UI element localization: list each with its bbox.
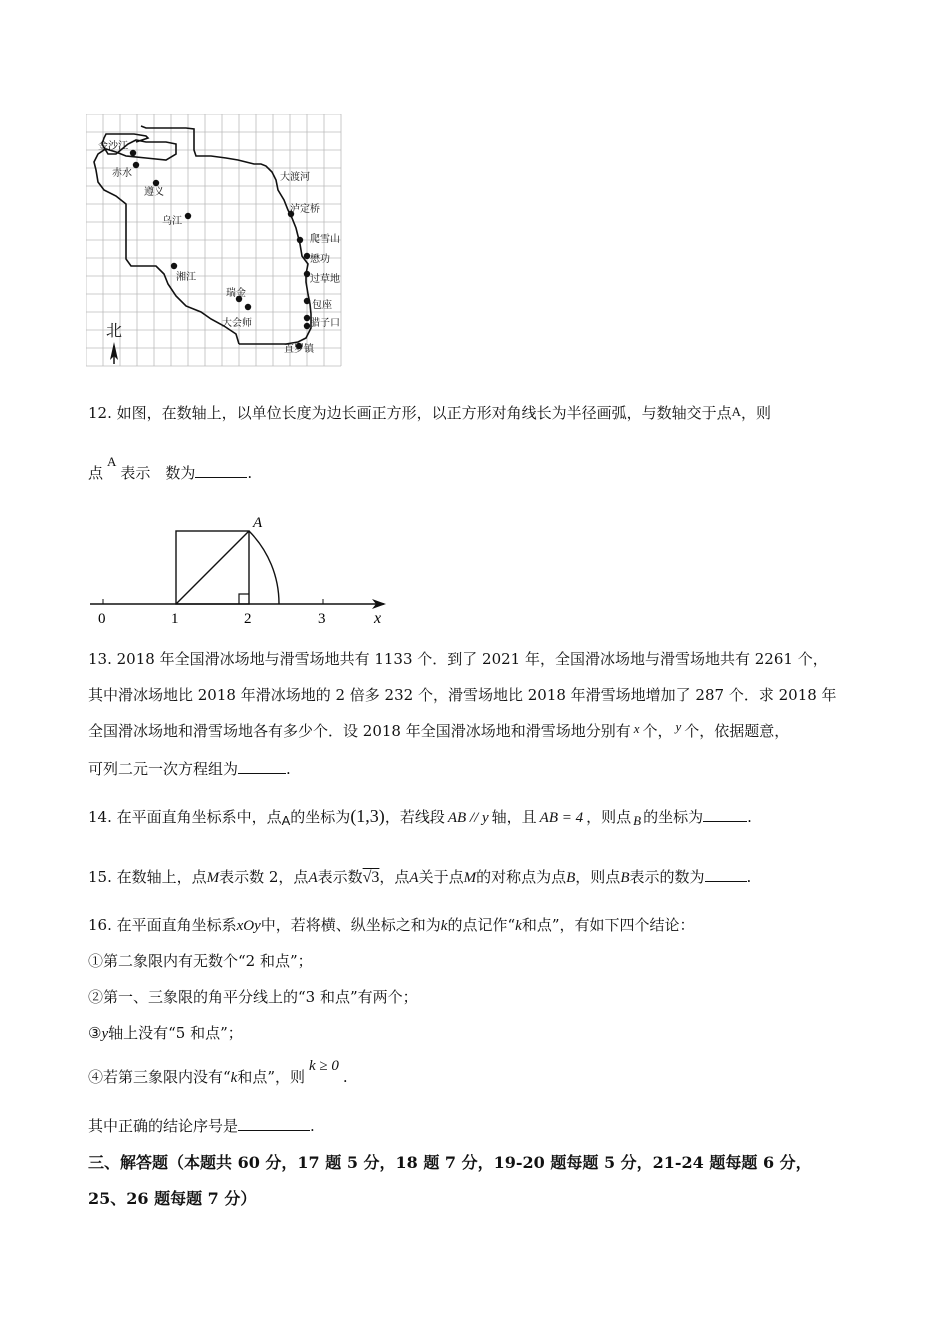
q16-k: k <box>515 918 522 934</box>
place-label: 遵义 <box>144 187 164 198</box>
q12-answer-blank[interactable] <box>195 463 247 478</box>
q16-text: 其中正确的结论序号是 <box>88 1117 239 1135</box>
q16-statement-1: ①第二象限内有无数个“2 和点”； <box>88 952 313 970</box>
march-route-east <box>141 126 311 344</box>
q12-point-a-sup: A <box>107 454 117 469</box>
q12-line1 <box>88 402 771 423</box>
q12-line2 <box>88 454 253 483</box>
place-label: 包座 <box>312 300 332 311</box>
long-march-map <box>86 114 342 368</box>
q14-point-b: B <box>633 813 642 828</box>
q16-y: y <box>101 1026 109 1042</box>
q12-text: 12. 如图，在数轴上，以单位长度为边长画正方形，以正方形对角线长为半径画弧，与数轴交于点 <box>88 404 732 422</box>
q13-var-x: x <box>633 721 640 736</box>
place-label: 腊子口 <box>310 318 340 329</box>
q16-text-end: . <box>310 1117 315 1135</box>
q16-text-end: . <box>342 1068 348 1086</box>
tick-label: 2 <box>244 611 252 627</box>
axis-label: x <box>374 610 382 627</box>
q13-text: 个，依据题意， <box>684 722 790 740</box>
march-route <box>94 134 239 344</box>
place-label: 湘江 <box>176 272 196 283</box>
q15-point-a: A <box>308 870 318 886</box>
q15-line <box>88 866 751 887</box>
q15-text: 的对称点为点 <box>476 868 567 886</box>
tick-label: 3 <box>318 611 326 627</box>
q16-statement-4 <box>88 1058 348 1087</box>
q16-system: xOy <box>236 918 261 934</box>
q13-text: 可列二元一次方程组为 <box>88 760 239 778</box>
q15-point-b: B <box>620 870 630 886</box>
q14-text: 轴，且 <box>491 808 537 826</box>
place-label: 大渡河 <box>280 172 310 183</box>
q15-text: 15. 在数轴上，点 <box>88 868 207 886</box>
q14-text: ，则点 <box>586 808 632 826</box>
q14-segment: AB // y <box>447 810 489 826</box>
q15-text: ，点 <box>379 868 410 886</box>
north-arrow-icon <box>110 342 118 364</box>
q16-statement-3 <box>88 1022 243 1043</box>
place-label: 过草地 <box>310 274 340 285</box>
q13-text: 全国滑冰场地和滑雪场地各有多少个．设 2018 年全国滑冰场地和滑雪场地分别有 <box>88 722 631 740</box>
place-label: 直罗镇 <box>284 344 314 355</box>
place-label: 大会师 <box>222 318 252 329</box>
q15-text: 表示数 <box>317 868 363 886</box>
q13-var-y: y <box>675 719 682 734</box>
q16-text: 16. 在平面直角坐标系 <box>88 916 237 934</box>
map-svg <box>86 114 342 368</box>
q14-text: 14. 在平面直角坐标系中，点 <box>88 808 282 826</box>
place-label: 瑞金 <box>226 288 246 299</box>
q16-statement-2: ②第一、三象限的角平分线上的“3 和点”有两个； <box>88 988 418 1006</box>
q14-coord: (1,3) <box>350 806 385 826</box>
q15-sqrt3: √3 <box>362 869 380 886</box>
q15-point-m: M <box>206 870 220 886</box>
q13-text-end: . <box>286 760 291 778</box>
place-label: 爬雪山 <box>310 234 340 245</box>
q16-text: 和点”，有如下四个结论： <box>521 916 695 934</box>
q14-text-end: . <box>747 808 752 826</box>
q14-length: AB = 4 <box>539 810 584 826</box>
q16-text: 的点记作“ <box>447 916 516 934</box>
q13-answer-blank[interactable] <box>238 759 286 774</box>
q14-text: ，若线段 <box>384 808 445 826</box>
q13-text: 个， <box>642 722 673 740</box>
q15-point-a: A <box>409 870 419 886</box>
q16-k: k <box>230 1070 238 1086</box>
q15-text: 关于点 <box>418 868 464 886</box>
q16-question <box>88 1115 315 1136</box>
q15-text-end: . <box>746 868 752 886</box>
q12-text: 表示 数为 <box>120 464 196 482</box>
q14-answer-blank[interactable] <box>703 807 747 822</box>
q14-line <box>88 806 752 827</box>
right-angle-mark <box>239 594 249 604</box>
q16-text: ③ <box>88 1024 102 1042</box>
q14-text: 的坐标为 <box>643 808 704 826</box>
tick-label: 0 <box>98 611 106 627</box>
tick-label: 1 <box>171 611 179 627</box>
q16-text: 和点”，则 <box>237 1068 306 1086</box>
q12-text: 点 <box>88 464 104 482</box>
section3-heading-line2: 25、26 题每题 7 分） <box>88 1189 257 1208</box>
place-label: 泸定桥 <box>290 204 320 215</box>
q15-text: ，则点 <box>575 868 621 886</box>
q16-answer-blank[interactable] <box>238 1116 310 1131</box>
radius-arc <box>249 531 279 604</box>
q12-text-end: ，则 <box>741 404 772 422</box>
q14-text: 的坐标为 <box>290 808 351 826</box>
section3-heading-line1: 三、解答题（本题共 60 分，17 题 5 分，18 题 7 分，19-20 题每题 5 分，21-24 题每题 6 分， <box>88 1153 812 1172</box>
q15-point-b: B <box>566 870 576 886</box>
q12-point-a: A <box>731 404 742 419</box>
place-label: 乌江 <box>162 216 182 227</box>
q15-answer-blank[interactable] <box>705 867 747 882</box>
q15-text: 表示的数为 <box>629 868 705 886</box>
q16-condition: k ≥ 0 <box>309 1058 339 1074</box>
q12-figure <box>84 510 394 630</box>
north-label: 北 <box>106 321 123 340</box>
q16-k: k <box>440 918 448 934</box>
q12-text-end: . <box>247 464 253 482</box>
q16-stem <box>88 914 694 935</box>
place-label: 赤水 <box>112 168 132 179</box>
number-line-svg <box>84 510 394 630</box>
q13-line2: 其中滑冰场地比 2018 年滑冰场地的 2 倍多 232 个，滑雪场地比 2018 年滑雪场地增加了 287 个．求 2018 年 <box>88 686 837 704</box>
q16-text: ④若第三象限内没有“ <box>88 1068 231 1086</box>
q13-line3 <box>88 720 789 741</box>
square-diagonal <box>176 531 249 604</box>
q14-point-a: A <box>281 813 291 828</box>
q13-line4 <box>88 758 291 779</box>
q15-point-m: M <box>463 870 477 886</box>
place-label: 懋功 <box>310 254 330 265</box>
place-label: 金沙江 <box>98 141 128 152</box>
q16-text: 中，若将横、纵坐标之和为 <box>260 916 441 934</box>
q15-text: 表示数 2，点 <box>219 868 309 886</box>
q13-line1: 13. 2018 年全国滑冰场地与滑雪场地共有 1133 个．到了 2021 年，全国滑冰场地与滑雪场地共有 2261 个， <box>88 650 828 668</box>
q16-text: 轴上没有“5 和点”； <box>108 1024 243 1042</box>
point-a-label: A <box>253 515 263 531</box>
